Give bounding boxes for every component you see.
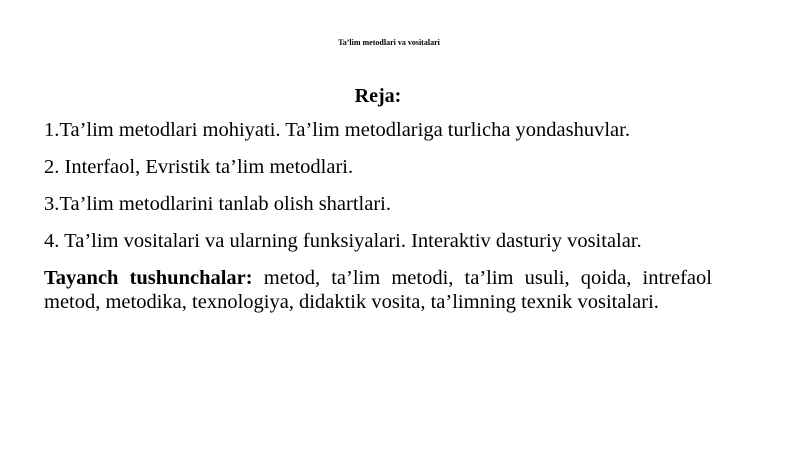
key-concepts-text: metod, ta’lim metodi, ta’lim usuli, qoida, intrefaol metod, metodika, texnologiya, didaktik vosita, ta’limning texnik vositalari. <box>44 267 712 313</box>
plan-item-3: 3.Ta’lim metodlarini tanlab olish shartlari. <box>44 193 391 215</box>
plan-item-4: 4. Ta’lim vositalari va ularning funksiyalari. Interaktiv dasturiy vositalar. <box>44 230 642 252</box>
plan-item-1: 1.Ta’lim metodlari mohiyati. Ta’lim metodlariga turlicha yondashuvlar. <box>44 119 630 141</box>
plan-item-2: 2. Interfaol, Evristik ta’lim metodlari. <box>44 156 354 178</box>
key-concepts <box>44 266 712 314</box>
plan-content <box>44 118 712 327</box>
plan-heading: Reja: <box>354 85 402 107</box>
key-concepts-label: Tayanch tushunchalar: <box>44 267 253 289</box>
header-title: Ta’lim metodlari va vositalari <box>338 38 440 47</box>
